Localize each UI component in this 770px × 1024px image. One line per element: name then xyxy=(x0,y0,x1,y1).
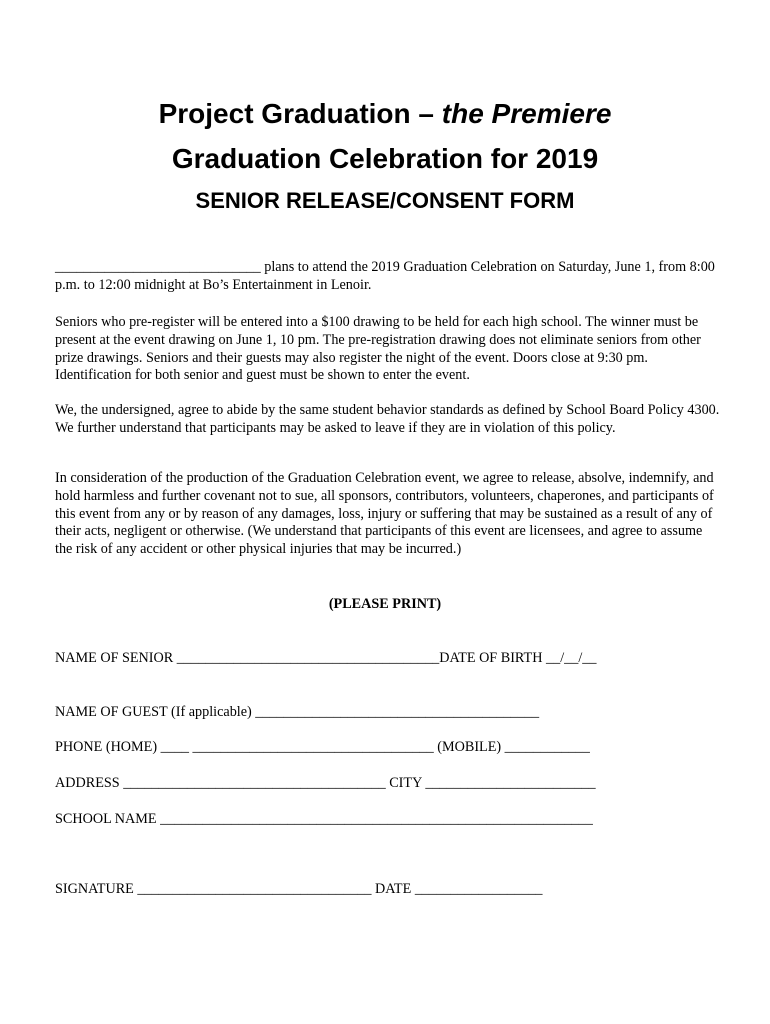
city-field[interactable]: ________________________ xyxy=(425,775,596,791)
guest-name-row xyxy=(55,703,539,721)
senior-name-field[interactable]: _____________________________________ xyxy=(176,650,440,666)
guest-name-label: NAME OF GUEST (If applicable) xyxy=(55,704,256,720)
date-of-birth-field[interactable]: __/__/__ xyxy=(546,650,597,666)
school-name-label: SCHOOL NAME xyxy=(55,811,161,827)
date-field[interactable]: __________________ xyxy=(414,881,543,897)
title-line-1 xyxy=(0,98,770,130)
mobile-phone-label: (MOBILE) xyxy=(433,739,505,755)
title-prefix: Project Graduation – xyxy=(158,98,442,129)
mobile-phone-field[interactable]: ____________ xyxy=(504,739,590,755)
senior-name-row xyxy=(55,649,596,667)
signature-row xyxy=(55,880,543,898)
date-label: DATE xyxy=(371,881,415,897)
school-name-row xyxy=(55,810,593,828)
senior-name-label: NAME OF SENIOR xyxy=(55,650,177,666)
home-phone-field[interactable]: ____ __________________________________ xyxy=(160,739,434,755)
guest-name-field[interactable]: ________________________________________ xyxy=(255,704,540,720)
title-line-2: Graduation Celebration for 2019 xyxy=(171,143,599,174)
city-label: CITY xyxy=(385,775,426,791)
address-row xyxy=(55,774,596,792)
address-label: ADDRESS xyxy=(55,775,124,791)
drawing-paragraph: Seniors who pre-register will be entered into a $100 drawing to be held for each high school. The winner must be present at the event drawing on June 1, 10 pm. The pre-registration drawing does not eliminate seniors from other prize drawings. Seniors and their guests may also register the night of the event. Doors close at 9:30 pm. Identification for both senior and guest must be shown to enter the event. xyxy=(55,314,701,384)
policy-paragraph: We, the undersigned, agree to abide by the same student behavior standards as defined by School Board Policy 4300. We further understand that participants may be asked to leave if they are in violation of this policy. xyxy=(55,402,720,436)
address-field[interactable]: _____________________________________ xyxy=(123,775,386,791)
please-print-heading: (PLEASE PRINT) xyxy=(328,596,442,612)
intro-paragraph xyxy=(55,259,720,295)
school-name-field[interactable]: _____________________________________________________________ xyxy=(160,811,593,827)
home-phone-label: PHONE (HOME) xyxy=(55,739,161,755)
signature-field[interactable]: _________________________________ xyxy=(137,881,372,897)
intro-text: plans to attend the 2019 Graduation Celebration on Saturday, June 1, from 8:00 p.m. to 12:00 midnight at Bo’s Entertainment in Lenoir. xyxy=(55,259,715,293)
title-italic: the Premiere xyxy=(441,98,612,129)
attendee-name-blank[interactable]: _____________________________ xyxy=(55,259,261,275)
date-of-birth-label: DATE OF BIRTH xyxy=(439,650,547,666)
release-paragraph: In consideration of the production of the Graduation Celebration event, we agree to release, absolve, indemnify, and hold harmless and further covenant not to sue, all sponsors, contributors, volunteers, chaperones, and participants of this event from any or by reason of any damages, loss, injury or suffering that may be sustained as a result of any of their acts, negligent or otherwise. (We understand that participants of this event are licensees, and agree to assume the risk of any accident or other physical injuries that may be incurred.) xyxy=(55,470,714,558)
signature-label: SIGNATURE xyxy=(55,881,138,897)
phone-row xyxy=(55,738,590,756)
form-subtitle: SENIOR RELEASE/CONSENT FORM xyxy=(195,188,575,213)
